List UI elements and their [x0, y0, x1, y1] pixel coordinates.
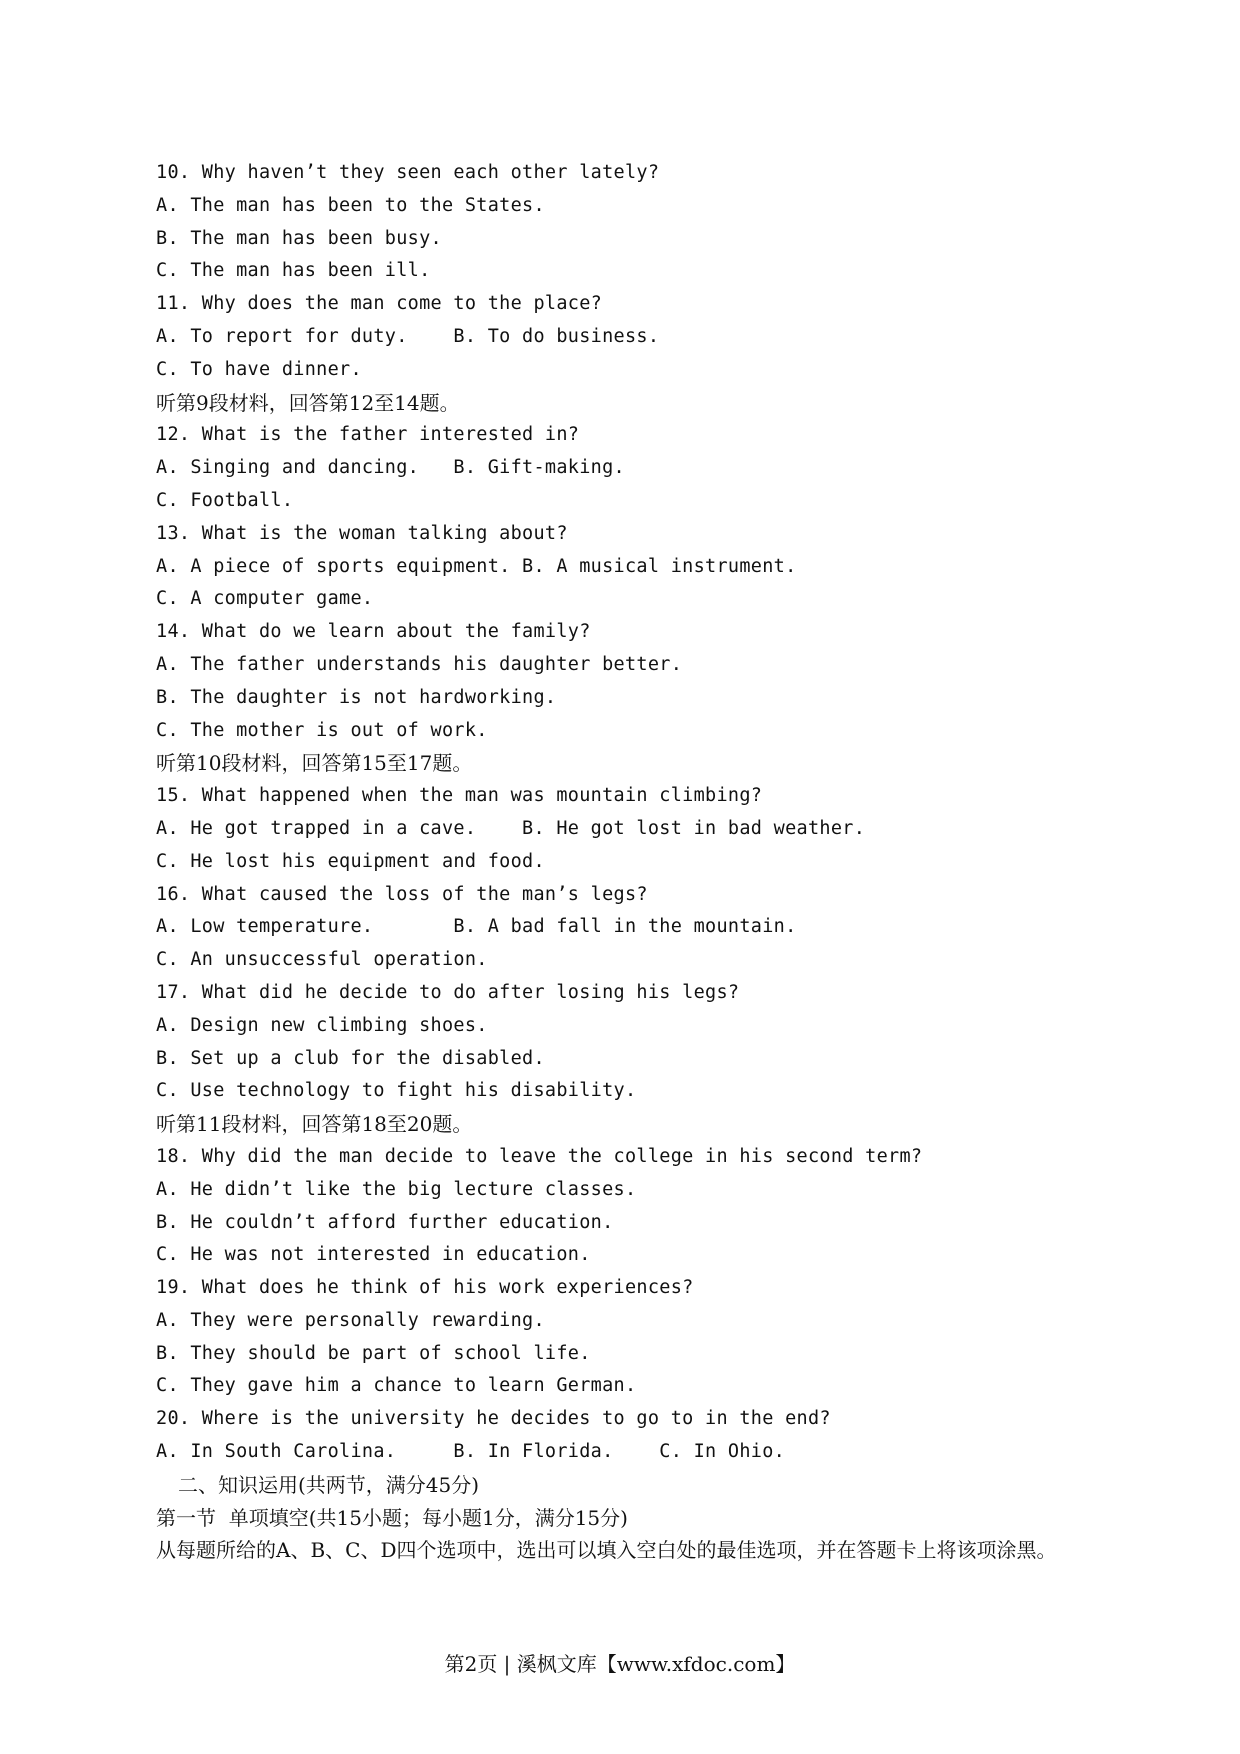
option-19b: B. They should be part of school life. [156, 1342, 591, 1364]
option-14c: C. The mother is out of work. [156, 719, 488, 741]
options-20abc: A. In South Carolina. B. In Florida. C. In Ohio. [156, 1441, 786, 1463]
page-content [156, 157, 1156, 1567]
option-17a: A. Design new climbing shoes. [156, 1014, 488, 1036]
instructions: 从每题所给的A、B、C、D四个选项中，选出可以填入空白处的最佳选项，并在答题卡上将该项涂黑。 [156, 1538, 1057, 1563]
question-14: 14. What do we learn about the family? [156, 621, 591, 643]
question-10: 10. Why haven’t they seen each other lately? [156, 162, 660, 183]
options-15ab: A. He got trapped in a cave. B. He got lost in bad weather. [156, 817, 866, 839]
question-19: 19. What does he think of his work experiences? [156, 1277, 694, 1299]
option-17b: B. Set up a club for the disabled. [156, 1047, 545, 1069]
option-13c: C. A computer game. [156, 588, 374, 610]
section-heading-9: 听第9段材料，回答第12至14题。 [156, 390, 460, 415]
option-12c: C. Football. [156, 489, 294, 511]
section-heading-11: 听第11段材料，回答第18至20题。 [156, 1112, 473, 1137]
question-16: 16. What caused the loss of the man’s legs? [156, 883, 648, 905]
option-19a: A. They were personally rewarding. [156, 1309, 545, 1331]
options-16ab: A. Low temperature. B. A bad fall in the mountain. [156, 916, 797, 938]
options-12ab: A. Singing and dancing. B. Gift-making. [156, 457, 625, 479]
option-18a: A. He didn’t like the big lecture classes. [156, 1178, 637, 1200]
options-13ab: A. A piece of sports equipment. B. A musical instrument. [156, 555, 797, 577]
option-14a: A. The father understands his daughter better. [156, 653, 683, 675]
option-19c: C. They gave him a chance to learn German. [156, 1375, 637, 1397]
option-15c: C. He lost his equipment and food. [156, 850, 545, 872]
question-17: 17. What did he decide to do after losing his legs? [156, 981, 740, 1003]
question-20: 20. Where is the university he decides to go to in the end? [156, 1408, 831, 1430]
question-12: 12. What is the father interested in? [156, 424, 580, 446]
options-11ab: A. To report for duty. B. To do business. [156, 325, 660, 347]
option-18c: C. He was not interested in education. [156, 1244, 591, 1266]
option-17c: C. Use technology to fight his disability. [156, 1080, 637, 1102]
part-two-heading: 二、知识运用(共两节，满分45分) [178, 1472, 480, 1497]
option-11c: C. To have dinner. [156, 358, 362, 380]
question-13: 13. What is the woman talking about? [156, 522, 568, 544]
section-heading-10: 听第10段材料，回答第15至17题。 [156, 751, 473, 776]
option-14b: B. The daughter is not hardworking. [156, 686, 557, 708]
option-10c: C. The man has been ill. [156, 260, 431, 282]
question-18: 18. Why did the man decide to leave the college in his second term? [156, 1145, 923, 1167]
page-footer: 第2页 | 溪枫文库【www.xfdoc.com】 [444, 1652, 796, 1676]
option-18b: B. He couldn’t afford further education. [156, 1211, 614, 1233]
option-10a: A. The man has been to the States. [156, 194, 545, 216]
question-11: 11. Why does the man come to the place? [156, 293, 603, 315]
option-10b: B. The man has been busy. [156, 227, 442, 249]
question-15: 15. What happened when the man was mountain climbing? [156, 785, 763, 807]
section-one-heading: 第一节 单项填空(共15小题；每小题1分，满分15分) [156, 1505, 628, 1530]
option-16c: C. An unsuccessful operation. [156, 949, 488, 971]
